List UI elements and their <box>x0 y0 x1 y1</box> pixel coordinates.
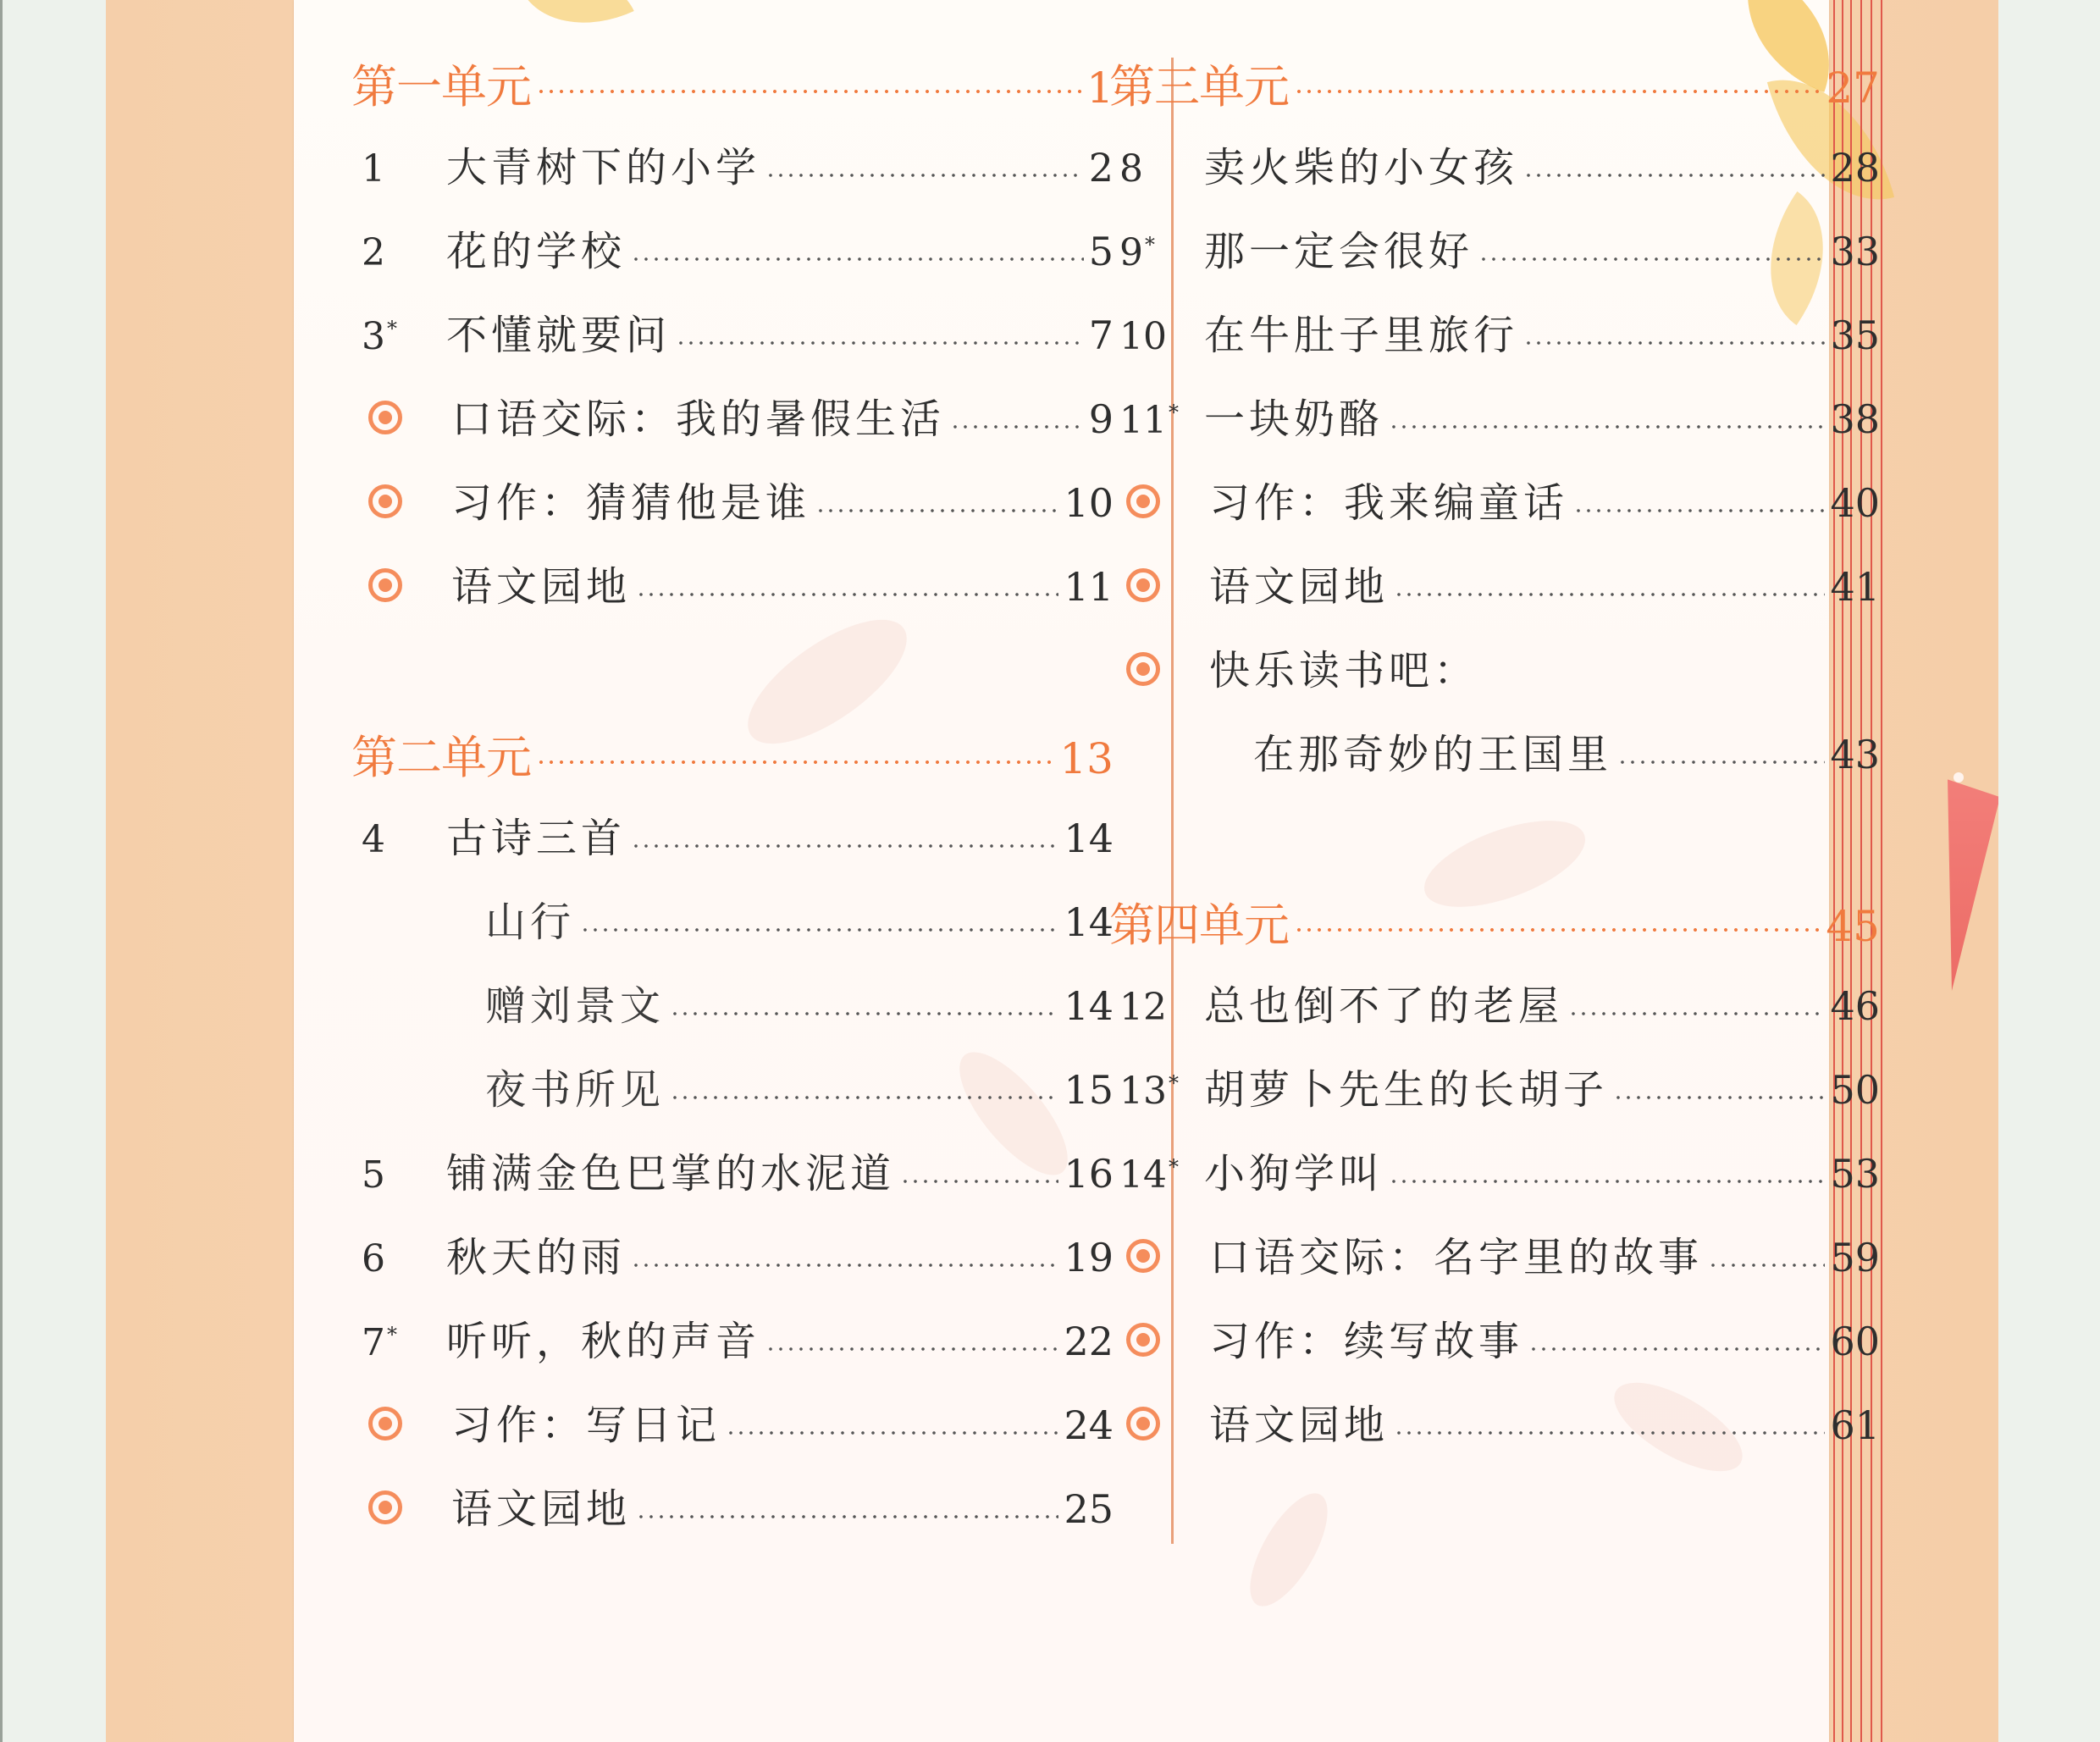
entry-page-number: 50 <box>1830 1067 1880 1113</box>
dot-leader <box>1478 257 1825 261</box>
lesson-number-text: 13 <box>1119 1070 1167 1113</box>
dot-leader <box>676 341 1084 345</box>
entry-title: 语文园地 <box>451 563 632 611</box>
dot-leader <box>1568 1012 1825 1015</box>
unit-heading[interactable] <box>1109 889 1880 957</box>
entry-title: 那一定会很好 <box>1204 228 1474 275</box>
dot-leader <box>765 174 1084 177</box>
entry-page-number: 19 <box>1064 1235 1114 1280</box>
entry-title: 山行 <box>485 899 576 946</box>
dot-leader <box>1394 1431 1825 1435</box>
dot-leader <box>1389 425 1825 429</box>
entry-page-number: 24 <box>1064 1402 1114 1448</box>
toc-entry-activity[interactable] <box>358 554 1114 622</box>
entry-title: 总也倒不了的老屋 <box>1204 982 1564 1030</box>
toc-entry-sub[interactable] <box>485 973 1114 1041</box>
entry-title: 快乐读书吧： <box>1209 647 1479 694</box>
toc-entry-lesson[interactable] <box>362 1141 1114 1208</box>
lesson-number-text: 11 <box>1119 399 1167 442</box>
optional-lesson-star: * <box>1169 1071 1179 1096</box>
ginkgo-leaf-decoration <box>521 0 634 50</box>
entry-page-number: 33 <box>1830 229 1880 274</box>
dot-leader <box>1528 1347 1825 1351</box>
entry-page-number: 35 <box>1830 312 1880 358</box>
entry-page-number: 5 <box>1088 229 1114 274</box>
toc-entry-activity[interactable] <box>1116 554 1880 622</box>
dot-leader <box>1389 1180 1825 1183</box>
optional-lesson-star: * <box>1169 401 1179 425</box>
entry-page-number: 2 <box>1088 145 1114 191</box>
entry-page-number: 15 <box>1064 1067 1114 1113</box>
unit-heading[interactable] <box>351 51 1114 119</box>
lesson-number-text: 10 <box>1119 315 1167 358</box>
toc-entry-lesson[interactable] <box>362 218 1114 286</box>
bullseye-icon <box>1126 652 1160 686</box>
toc-entry-activity[interactable] <box>1116 470 1880 538</box>
toc-entry-lesson[interactable] <box>1119 973 1880 1041</box>
toc-entry-activity[interactable] <box>1116 1308 1880 1376</box>
entry-title: 语文园地 <box>1209 563 1390 611</box>
entry-title: 习作：猜猜他是谁 <box>451 479 811 527</box>
entry-title: 在牛肚子里旅行 <box>1204 312 1519 359</box>
toc-entry-activity[interactable] <box>358 386 1114 454</box>
toc-entry-lesson[interactable] <box>1119 1057 1880 1125</box>
toc-entry-activity[interactable] <box>1116 638 1880 705</box>
entry-title: 赠刘景文 <box>485 982 666 1030</box>
bullseye-icon <box>368 568 402 602</box>
entry-page-number: 10 <box>1064 480 1114 526</box>
lesson-number <box>362 1153 446 1197</box>
entry-title: 习作：写日记 <box>451 1402 721 1449</box>
entry-page-number: 43 <box>1830 732 1880 777</box>
entry-title: 一块奶酪 <box>1204 395 1384 443</box>
entry-page-number: 28 <box>1830 145 1880 191</box>
dot-leader <box>636 593 1058 596</box>
entry-title: 大青树下的小学 <box>446 144 761 191</box>
entry-title: 语文园地 <box>451 1485 632 1533</box>
toc-entry-sub[interactable] <box>485 889 1114 957</box>
bullseye-icon <box>368 401 402 434</box>
dot-leader <box>900 1180 1058 1183</box>
toc-entry-lesson[interactable] <box>1119 1141 1880 1208</box>
lesson-number-text: 2 <box>362 231 385 274</box>
dot-leader <box>536 90 1081 93</box>
lesson-number-text: 4 <box>362 818 385 861</box>
entry-page-number: 46 <box>1830 983 1880 1029</box>
viewer-edge <box>0 0 3 1742</box>
lesson-number <box>362 818 446 861</box>
lesson-number-text: 7 <box>362 1321 385 1364</box>
lesson-number <box>362 1321 446 1364</box>
bullseye-icon <box>1126 568 1160 602</box>
dot-leader <box>726 1431 1058 1435</box>
unit-title: 第二单元 <box>351 731 531 784</box>
entry-page-number: 16 <box>1064 1151 1114 1197</box>
entry-page-number: 60 <box>1830 1319 1880 1364</box>
lesson-number-text: 9 <box>1119 231 1143 274</box>
entry-title: 不懂就要问 <box>446 312 671 359</box>
lesson-number-text: 8 <box>1119 147 1143 191</box>
entry-title: 习作：我来编童话 <box>1209 479 1569 527</box>
toc-entry-activity[interactable] <box>358 1476 1114 1544</box>
entry-title: 夜书所见 <box>485 1066 666 1114</box>
toc-entry-activity[interactable] <box>1116 1392 1880 1460</box>
lesson-number-text: 14 <box>1119 1153 1167 1197</box>
lesson-number-text: 1 <box>362 147 385 191</box>
entry-page-number: 14 <box>1064 899 1114 945</box>
entry-page-number: 40 <box>1830 480 1880 526</box>
dot-leader <box>1523 174 1825 177</box>
toc-entry-lesson[interactable] <box>362 1225 1114 1292</box>
dot-leader <box>1613 1096 1825 1099</box>
toc-entry-lesson[interactable] <box>362 135 1114 202</box>
unit-page-number: 45 <box>1826 902 1880 951</box>
lesson-number-text: 6 <box>362 1237 385 1280</box>
toc-entry-activity[interactable] <box>358 470 1114 538</box>
lesson-number <box>1119 147 1204 191</box>
entry-page-number: 41 <box>1830 564 1880 610</box>
dot-leader <box>1394 593 1825 596</box>
dot-leader <box>1573 509 1825 512</box>
entry-title: 口语交际：我的暑假生活 <box>451 395 946 443</box>
dot-leader <box>631 844 1058 848</box>
toc-entry-lesson[interactable] <box>362 805 1114 873</box>
dot-leader <box>1523 341 1825 345</box>
entry-page-number: 61 <box>1830 1402 1880 1448</box>
entry-title: 铺满金色巴掌的水泥道 <box>446 1150 896 1197</box>
entry-title: 秋天的雨 <box>446 1234 627 1281</box>
optional-lesson-star: * <box>387 1323 397 1347</box>
optional-lesson-star: * <box>387 317 397 341</box>
entry-title: 语文园地 <box>1209 1402 1390 1449</box>
lesson-number-text: 3 <box>362 315 385 358</box>
entry-title: 卖火柴的小女孩 <box>1204 144 1519 191</box>
unit-title: 第三单元 <box>1109 60 1289 113</box>
entry-title: 小狗学叫 <box>1204 1150 1384 1197</box>
lesson-number <box>1119 1070 1204 1113</box>
dot-leader <box>636 1515 1058 1518</box>
entry-title: 口语交际：名字里的故事 <box>1209 1234 1704 1281</box>
entry-page-number: 14 <box>1064 983 1114 1029</box>
entry-title: 在那奇妙的王国里 <box>1253 731 1613 778</box>
entry-title: 习作：续写故事 <box>1209 1318 1524 1365</box>
unit-heading[interactable] <box>351 722 1114 789</box>
dot-leader <box>670 1012 1058 1015</box>
lesson-number <box>362 1237 446 1280</box>
entry-title: 胡萝卜先生的长胡子 <box>1204 1066 1609 1114</box>
lesson-number <box>362 231 446 274</box>
toc-entry-activity[interactable] <box>1116 1225 1880 1292</box>
lesson-number <box>1119 399 1204 442</box>
dot-leader <box>950 425 1084 429</box>
bullseye-icon <box>368 1490 402 1524</box>
toc-entry-lesson[interactable] <box>1119 135 1880 202</box>
unit-page-number: 1 <box>1086 64 1114 113</box>
lesson-number-text: 12 <box>1119 986 1167 1029</box>
unit-title: 第一单元 <box>351 60 531 113</box>
bullseye-icon <box>368 1407 402 1441</box>
entry-page-number: 9 <box>1088 396 1114 442</box>
dot-leader <box>1294 928 1821 932</box>
entry-page-number: 25 <box>1064 1486 1114 1532</box>
entry-page-number: 7 <box>1088 312 1114 358</box>
bullseye-icon <box>1126 1239 1160 1273</box>
dot-leader <box>580 928 1058 932</box>
entry-page-number: 14 <box>1064 816 1114 861</box>
optional-lesson-star: * <box>1145 233 1155 257</box>
entry-title: 听听，秋的声音 <box>446 1318 761 1365</box>
toc-entry-cont[interactable] <box>1253 722 1880 789</box>
bullseye-icon <box>368 484 402 518</box>
entry-page-number: 38 <box>1830 396 1880 442</box>
dot-leader <box>536 760 1054 764</box>
entry-title: 古诗三首 <box>446 815 627 862</box>
dot-leader <box>1294 90 1821 93</box>
lesson-number-text: 5 <box>362 1153 385 1197</box>
dot-leader <box>1617 760 1825 764</box>
toc-entry-activity[interactable] <box>358 1392 1114 1460</box>
lesson-number <box>1119 231 1204 274</box>
toc-entry-lesson[interactable] <box>1119 302 1880 370</box>
unit-page-number: 27 <box>1826 64 1880 113</box>
lesson-number <box>362 315 446 358</box>
bullseye-icon <box>1126 484 1160 518</box>
toc-entry-sub[interactable] <box>485 1057 1114 1125</box>
entry-title: 花的学校 <box>446 228 627 275</box>
lesson-number <box>1119 1153 1204 1197</box>
bullseye-icon <box>1126 1323 1160 1357</box>
dot-leader <box>631 1264 1058 1267</box>
dot-leader <box>1708 1264 1825 1267</box>
unit-page-number: 13 <box>1059 734 1114 783</box>
toc-entry-lesson[interactable] <box>1119 218 1880 286</box>
toc-entry-lesson[interactable] <box>362 1308 1114 1376</box>
dot-leader <box>815 509 1058 512</box>
lesson-number <box>1119 986 1204 1029</box>
bookmark-ribbon <box>1948 771 1998 991</box>
entry-page-number: 11 <box>1064 564 1114 610</box>
margin-rule <box>1881 0 1882 1742</box>
bookmark-hole <box>1954 772 1964 783</box>
bullseye-icon <box>1126 1407 1160 1441</box>
toc-entry-lesson[interactable] <box>1119 386 1880 454</box>
toc-entry-lesson[interactable] <box>362 302 1114 370</box>
unit-title: 第四单元 <box>1109 899 1289 952</box>
entry-page-number: 22 <box>1064 1319 1114 1364</box>
lesson-number <box>1119 315 1204 358</box>
entry-page-number: 59 <box>1830 1235 1880 1280</box>
book-page <box>106 0 1998 1742</box>
optional-lesson-star: * <box>1169 1155 1179 1180</box>
dot-leader <box>765 1347 1058 1351</box>
dot-leader <box>670 1096 1058 1099</box>
dot-leader <box>631 257 1084 261</box>
lesson-number <box>362 147 446 191</box>
unit-heading[interactable] <box>1109 51 1880 119</box>
petal-decoration <box>1235 1482 1343 1618</box>
entry-page-number: 53 <box>1830 1151 1880 1197</box>
